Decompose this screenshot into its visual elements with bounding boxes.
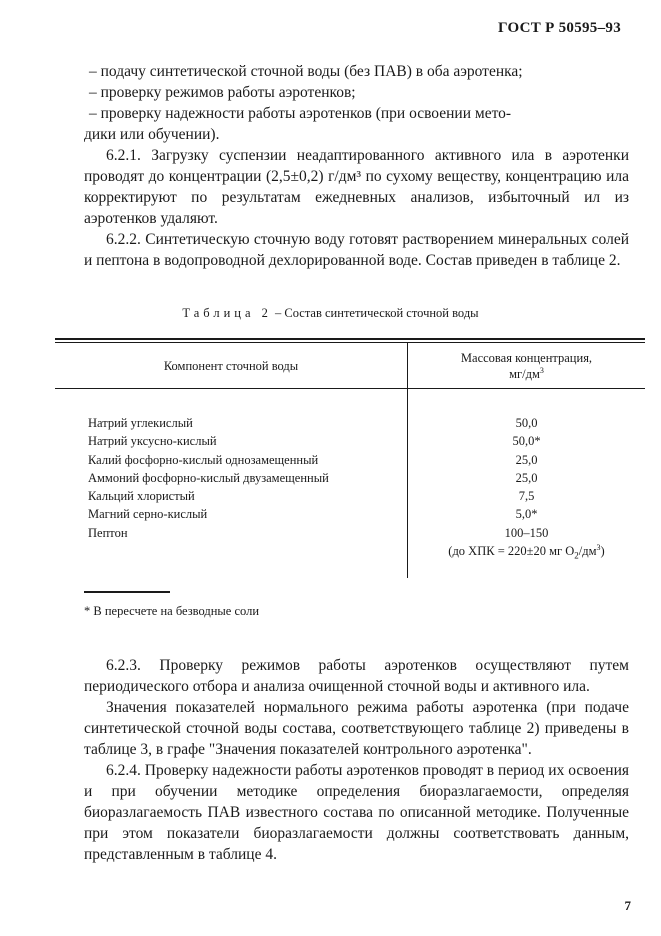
row-value: 50,0 xyxy=(515,416,538,430)
table-caption xyxy=(0,306,661,321)
row-component: Аммоний фосфорно-кислый двузамещенный xyxy=(88,470,329,485)
row-value: 25,0 xyxy=(515,452,538,467)
table-row xyxy=(55,471,645,489)
row-component: Натрий уксусно-кислый xyxy=(88,434,217,449)
composition-table xyxy=(55,338,645,578)
table-row-note xyxy=(55,544,645,562)
row-value: 25,0 xyxy=(515,470,538,485)
table-row xyxy=(55,507,645,525)
table-caption-text: – Состав синтетической сточной воды xyxy=(275,306,479,320)
list-item: – подачу синтетической сточной воды (без ПАВ) в оба аэротенка; xyxy=(89,63,523,80)
table-top-rule xyxy=(55,338,645,340)
column-header-mass-unit: $мг/дм^3$ xyxy=(509,365,544,381)
table-row xyxy=(55,489,645,507)
page-number: 7 xyxy=(624,898,631,913)
footnote-rule xyxy=(84,591,170,593)
list-item: – проверку режимов работы аэротенков; xyxy=(89,84,356,101)
row-component: Натрий углекислый xyxy=(88,416,193,430)
table-row xyxy=(55,453,645,471)
row-component: Пептон xyxy=(88,525,128,540)
paragraph-6-2-1: 6.2.1. Загрузку суспензии неадаптированного активного ила в аэротенки проводят до концентрации (2,5±0,2) г/дм³ по сухому веществу, концентрацию ила корректируют по результатам ежедневных анализов, избыточный ил из аэротенков удаляют. xyxy=(84,147,629,227)
text-block-623-624 xyxy=(84,655,629,865)
table-row xyxy=(55,526,645,544)
table-row xyxy=(55,416,645,434)
row-component: Магний серно-кислый xyxy=(88,507,208,522)
peptone-cod-note: (до ХПК = 220±20 мг $О_2/дм^3$) xyxy=(448,542,605,561)
row-value: 5,0* xyxy=(515,507,538,522)
table-body xyxy=(55,416,645,562)
list-item: – проверку надежности работы аэротенков (при освоении мето- xyxy=(89,105,512,122)
row-value: 100–150 xyxy=(504,525,549,540)
row-component: Калий фосфорно-кислый однозамещенный xyxy=(88,452,319,467)
column-header-mass-title: Массовая концентрация, xyxy=(460,351,593,365)
text-block-621-622 xyxy=(84,145,629,271)
row-value: 7,5 xyxy=(518,489,535,504)
column-header-component: Компонент сточной воды xyxy=(163,359,299,373)
table-top-rule-thin xyxy=(55,342,645,343)
table-footnote: * В пересчете на безводные соли xyxy=(84,604,260,618)
document-header: ГОСТ Р 50595–93 xyxy=(497,20,621,36)
column-header-mass xyxy=(408,350,645,382)
table-caption-label: Таблица 2 xyxy=(182,306,272,320)
requirements-list xyxy=(84,61,629,145)
paragraph-6-2-3-values: Значения показателей нормального режима работы аэротенка (при подаче синтетической сточной воды состава, соответствующего таблице 2) приведены в таблице 3, в графе "Значения показателей контрольного аэротенка". xyxy=(84,699,629,758)
table-row xyxy=(55,434,645,452)
list-item-continuation: дики или обучении). xyxy=(84,126,220,143)
paragraph-6-2-2: 6.2.2. Синтетическую сточную воду готовят растворением минеральных солей и пептона в водопроводной дехлорированной воде. Состав приведен в таблице 2. xyxy=(84,231,629,269)
paragraph-6-2-3: 6.2.3. Проверку режимов работы аэротенков осуществляют путем периодического отбора и анализа очищенной сточной воды и активного ила. xyxy=(84,657,629,695)
row-component: Кальций хлористый xyxy=(88,489,195,504)
paragraph-6-2-4: 6.2.4. Проверку надежности работы аэротенков проводят в период их освоения и при обучении методике определения биоразлагаемости, определяя биоразлагаемость ПАВ известного состава по описанной методике. Полученные при этом показатели биоразлагаемости должны соответствовать данным, представленным в таблице 4. xyxy=(84,762,629,863)
row-value: 50,0* xyxy=(512,434,541,449)
table-header-rule xyxy=(55,388,645,389)
